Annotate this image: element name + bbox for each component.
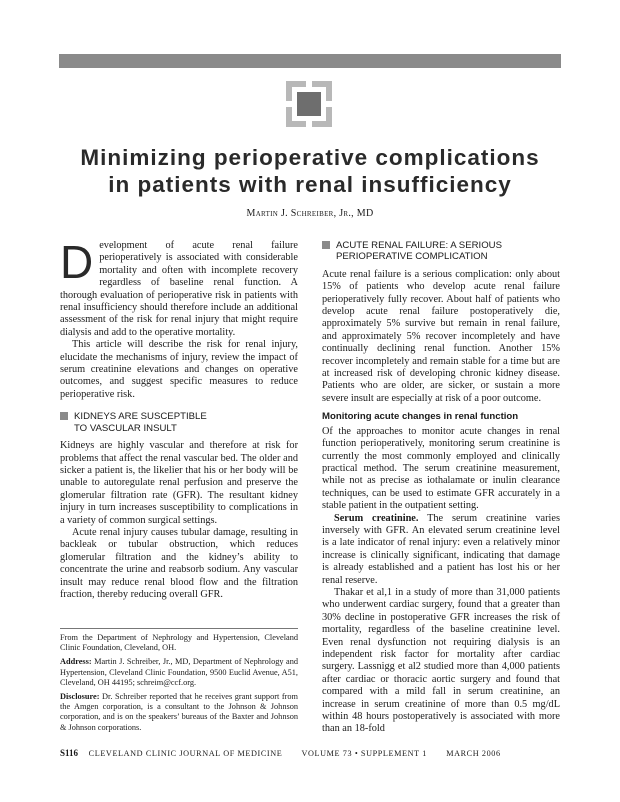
journal-name: CLEVELAND CLINIC JOURNAL OF MEDICINE <box>88 749 283 758</box>
page-number: S116 <box>60 748 79 758</box>
right-column <box>322 240 560 736</box>
section-square-bullet-icon <box>322 241 330 249</box>
volume-info: VOLUME 73 • SUPPLEMENT 1 <box>301 749 427 758</box>
kidneys-paragraph-2: Acute renal injury causes tubular damage, resulting in backleak or tubular obstruction, which reduces glomerular filtration and the kidney’s ability to concentrate the urine and reabsorb sodium. Any vascular insult may reduce renal blood flow and the filtration fraction, thereby reducing overall GFR. <box>60 526 298 600</box>
intro-paragraph <box>60 236 298 339</box>
journal-square-logo-icon <box>286 81 332 127</box>
drop-cap: D <box>60 236 94 288</box>
left-column <box>60 236 298 601</box>
affiliation-note: From the Department of Nephrology and Hypertension, Cleveland Clinic Foundation, Cleveland, OH. <box>60 633 298 653</box>
address-text: Martin J. Schreiber, Jr., MD, Department of Nephrology and Hypertension, Cleveland Clinic Foundation, 9500 Euclid Avenue, A51, Cleveland, OH 44195; schreim@ccf.org. <box>60 657 298 687</box>
arf-paragraph: Acute renal failure is a serious complication: only about 15% of patients who develop acute renal failure perioperatively fully recover. About half of patients who develop acute renal failure postoperatively die, approximately 5% survive but remain in renal failure, and approximately 5% recover incompletely and have continually declining renal function. Another 15% recover incompletely and remain stable for a time but are at increased risk of developing chronic kidney disease. Patients who are older, are sicker, or sustain a more severe insult are especially at risk of a poor outcome. <box>322 268 560 404</box>
section-square-bullet-icon <box>60 412 68 420</box>
disclosure-text: Dr. Schreiber reported that he receives grant support from the Amgen corporation, is a consultant to the Johnson & Johnson corporation, and is on the speakers’ bureaus of the Baxter and Johnson & Johnson corporations. <box>60 692 298 732</box>
section-heading-line-1: ACUTE RENAL FAILURE: A SERIOUS <box>336 240 502 251</box>
page-footer <box>60 748 560 758</box>
section-heading-line-2: TO VASCULAR INSULT <box>74 422 177 434</box>
section-heading-line-2: PERIOPERATIVE COMPLICATION <box>336 251 488 263</box>
section-heading-arf <box>322 240 560 263</box>
disclosure-note <box>60 692 298 733</box>
serum-creatinine-text: The serum creatinine varies inversely with GFR. An elevated serum creatinine level is a late indicator of renal injury: even a relatively minor increase is clinically significant, indicating that damage is already established and a patient has lost his or her renal reserve. <box>322 512 560 586</box>
section-heading-kidneys <box>60 411 298 434</box>
author-footnote <box>60 628 298 737</box>
title-line-1: Minimizing perioperative complications <box>80 145 540 170</box>
author-byline: Martin J. Schreiber, Jr., MD <box>246 208 374 219</box>
address-label: Address: <box>60 657 92 667</box>
title-line-2: in patients with renal insufficiency <box>108 172 512 197</box>
section-heading-line-1: KIDNEYS ARE SUSCEPTIBLE <box>74 411 207 423</box>
intro-paragraph-2: This article will describe the risk for renal injury, elucidate the mechanisms of injury, review the impact of serum creatinine elevations and changes on operative outcomes, and suggest specific measures to reduce perioperative risk. <box>60 339 298 400</box>
article-title <box>40 144 580 198</box>
issue-date: MARCH 2006 <box>446 749 501 758</box>
intro-text: evelopment of acute renal failure perioperatively is associated with considerable mortality and often with incomplete recovery regardless of baseline renal function. A thorough evaluation of perioperative risk in patients with renal insufficiency should therefore include an additional assessment of the risk for renal injury that might require dialysis and add to the operative mortality. <box>60 240 298 338</box>
address-note <box>60 657 298 688</box>
monitoring-paragraph-3: Thakar et al,1 in a study of more than 31,000 patients who underwent cardiac surgery, found that a greater than 30% decline in postoperative GFR increases the risk of mortality, regardless of the baseline creatinine level. Even renal dysfunction not requiring dialysis is an independent risk factor for mortality after cardiac surgery. Lassnigg et al2 studied more than 4,000 patients after cardiac or thoracic aortic surgery and found that compared with a mild fall in serum creatinine, an increase in serum creatinine of more than 0.5 mg/dL within 48 hours postoperatively is associated with more than an 18-fold <box>322 586 560 735</box>
monitoring-paragraph-1: Of the approaches to monitor acute changes in renal function perioperatively, monitoring serum creatinine is currently the most commonly employed and clinically practical method. The serum creatinine measurement, while not as precise as iothalamate or inulin clearance techniques, can be used to estimate GFR accurately in a stable patient in the outpatient setting. <box>322 425 560 512</box>
run-in-heading: Serum creatinine. <box>334 512 419 524</box>
subheading-monitoring: Monitoring acute changes in renal function <box>322 411 519 423</box>
header-bar <box>59 54 561 68</box>
monitoring-paragraph-2 <box>322 513 560 587</box>
disclosure-label: Disclosure: <box>60 692 100 702</box>
kidneys-paragraph-1: Kidneys are highly vascular and therefore at risk for problems that affect the renal vascular bed. The older and sicker a patient is, the likelier that his or her body will be unable to autoregulate renal perfusion and preserve the glomerular filtration rate (GFR). The resultant kidney injury in turn increases susceptibility to complications in a variety of common surgical settings. <box>60 440 298 526</box>
